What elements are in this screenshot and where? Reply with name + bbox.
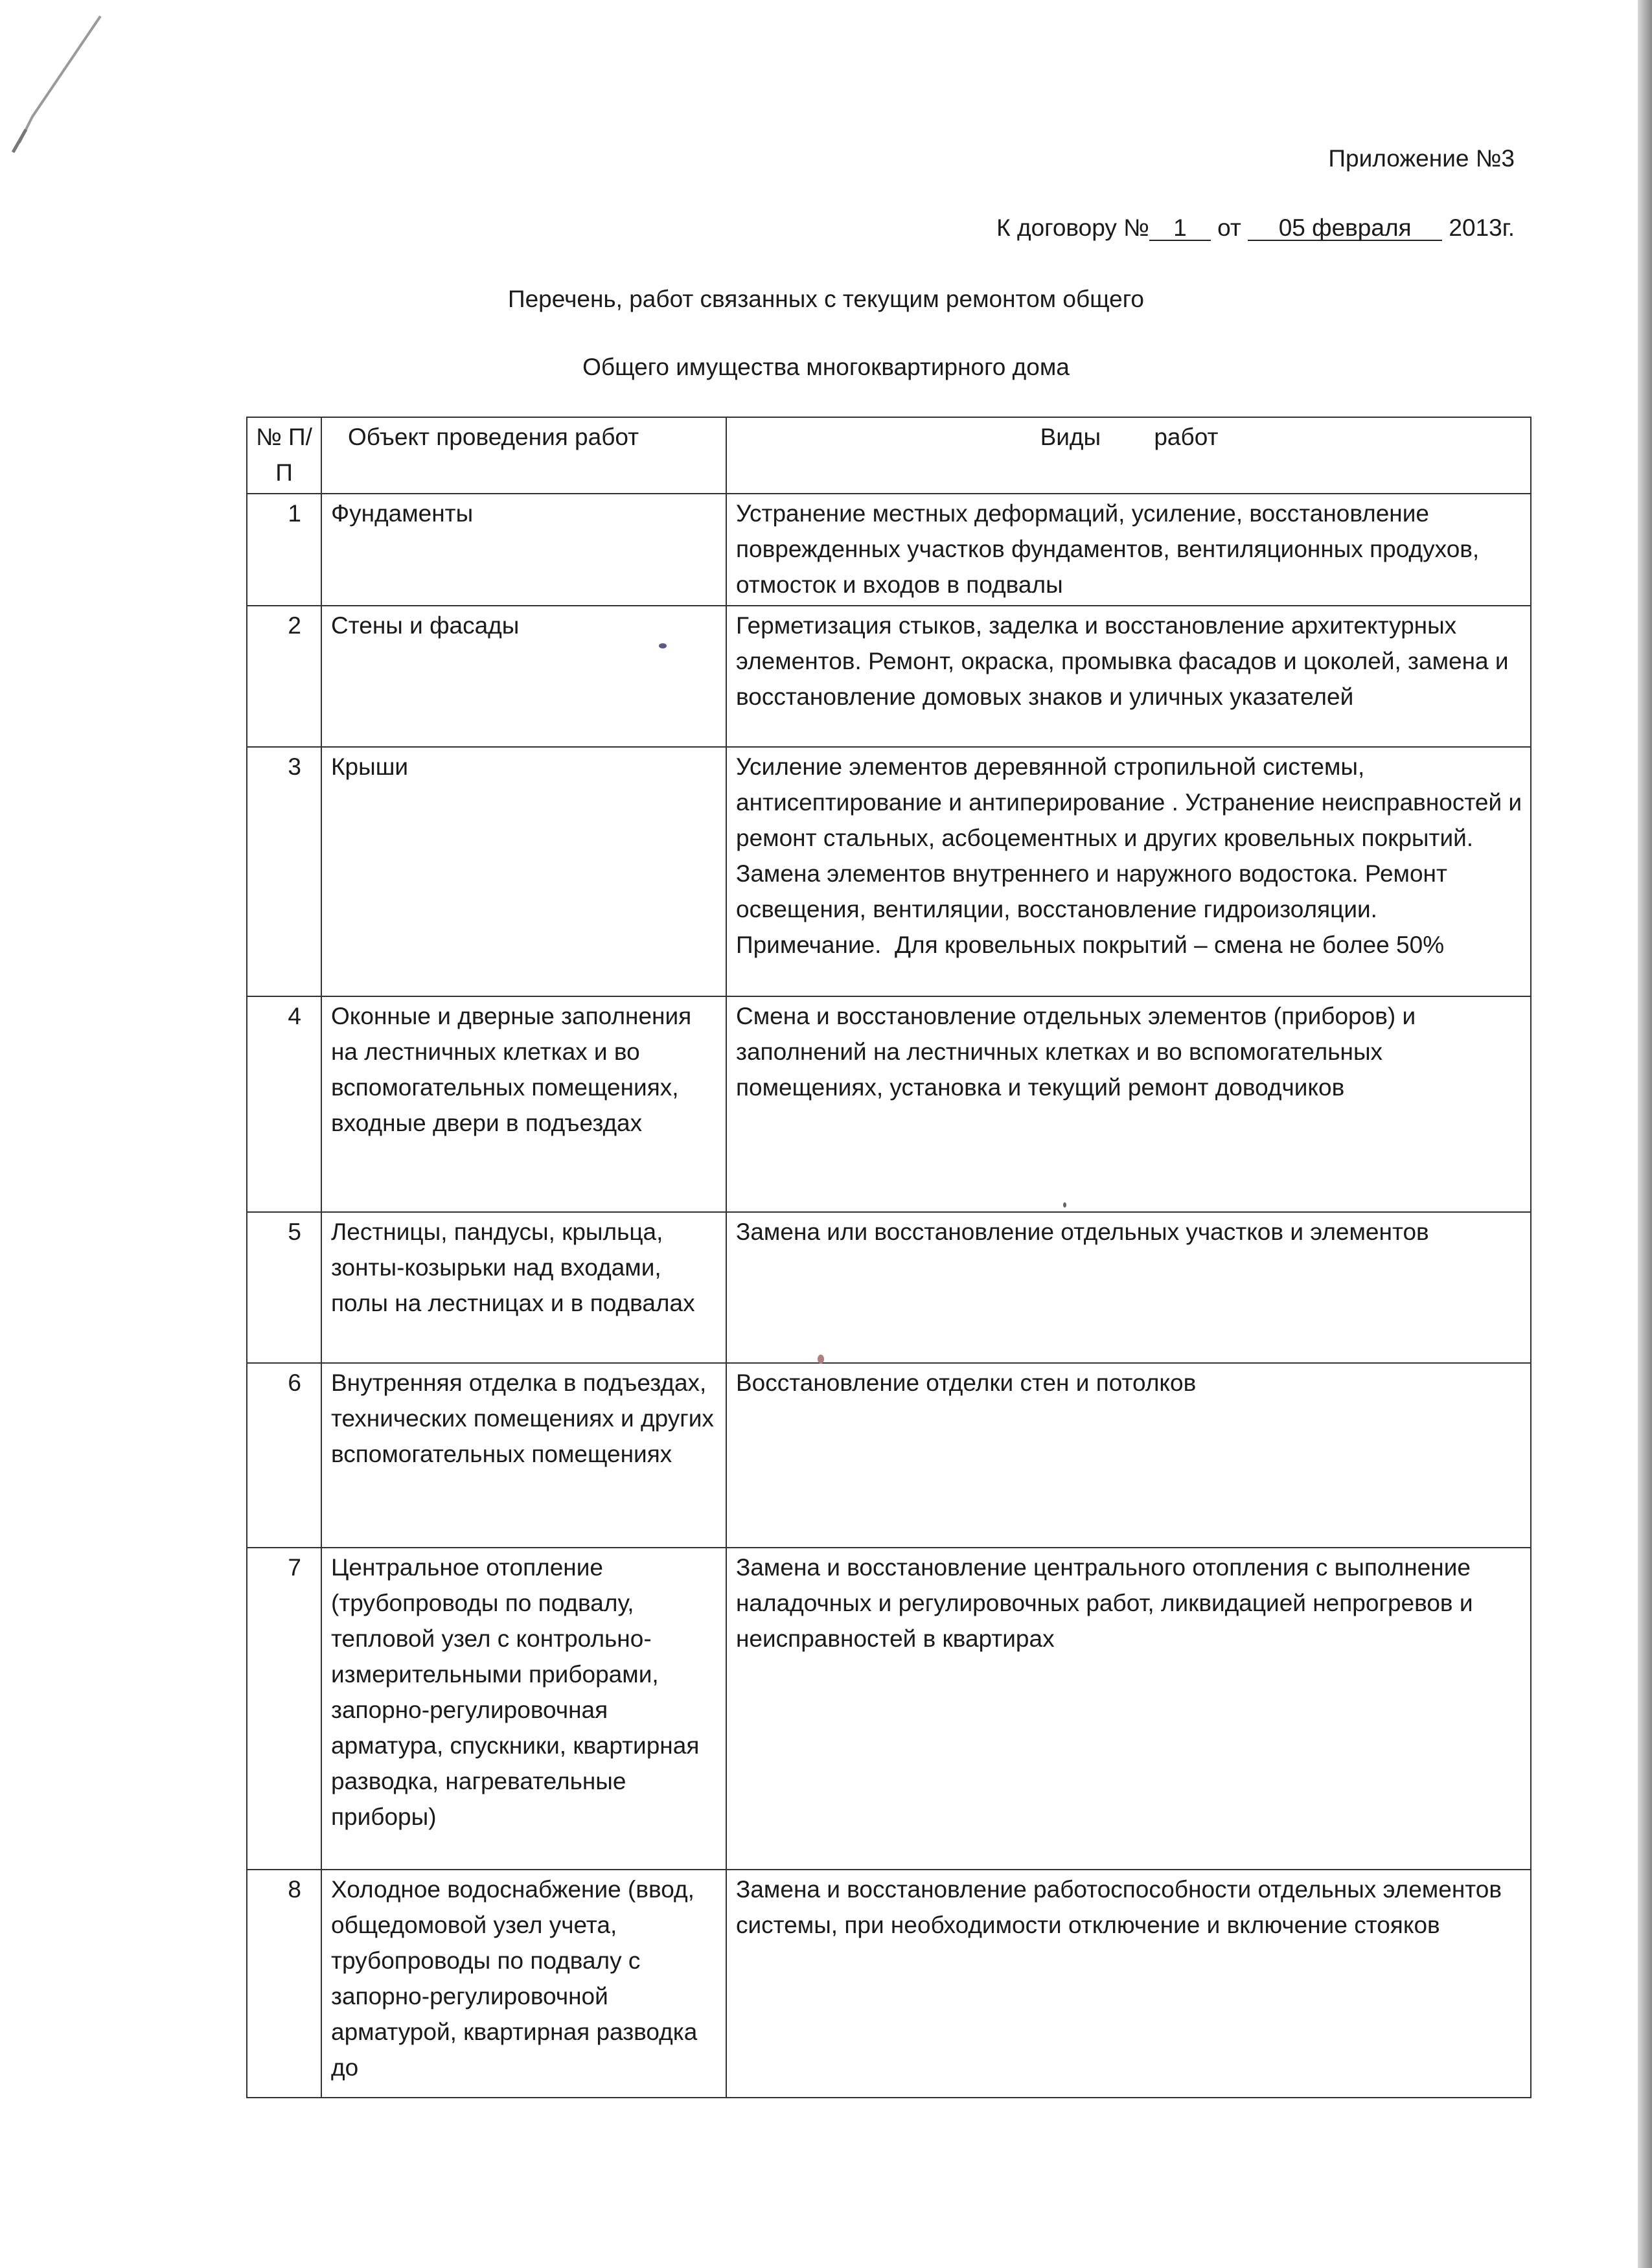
appendix-label: Приложение №3 — [1328, 145, 1515, 172]
row-object: Крыши — [321, 747, 726, 996]
row-object: Холодное водоснабжение (ввод, общедомовой узел учета, трубопроводы по подвалу с запорно-регулировочной арматурой, квартирная разводка до — [321, 1870, 726, 2098]
table-row — [247, 1870, 1531, 2098]
row-number: 7 — [247, 1548, 321, 1870]
row-number: 5 — [247, 1212, 321, 1363]
row-object: Центральное отопление (трубопроводы по подвалу, тепловой узел с контрольно-измерительными приборами, запорно-регулировочная арматура, спускники, квартирная разводка, нагревательные приборы) — [321, 1548, 726, 1870]
contract-reference — [996, 214, 1515, 242]
row-object: Стены и фасады — [321, 606, 726, 747]
row-number: 2 — [247, 606, 321, 747]
table-header-row — [247, 417, 1531, 494]
row-object: Внутренняя отделка в подъездах, технических помещениях и других вспомогательных помещениях — [321, 1363, 726, 1548]
table-row — [247, 1548, 1531, 1870]
header-number: № П/П — [247, 417, 321, 494]
row-works: Замена и восстановление центрального отопления с выполнение наладочных и регулировочных работ, ликвидацией непрогревов и неисправностей в квартирах — [726, 1548, 1531, 1870]
row-works: Восстановление отделки стен и потолков — [726, 1363, 1531, 1548]
contract-prefix: К договору № — [996, 214, 1149, 241]
row-number: 6 — [247, 1363, 321, 1548]
row-object: Оконные и дверные заполнения на лестничных клетках и во вспомогательных помещениях, входные двери в подъездах — [321, 996, 726, 1212]
contract-year: 2013г. — [1449, 214, 1515, 241]
table-row — [247, 747, 1531, 996]
document-title-line2: Общего имущества многоквартирного дома — [582, 354, 1070, 380]
row-number: 1 — [247, 494, 321, 606]
table-row — [247, 606, 1531, 747]
row-works: Замена или восстановление отдельных участков и элементов — [726, 1212, 1531, 1363]
contract-number: 1 — [1149, 216, 1211, 241]
row-object: Фундаменты — [321, 494, 726, 606]
table-row — [247, 1363, 1531, 1548]
header-object: Объект проведения работ — [321, 417, 726, 494]
scan-speck — [659, 643, 667, 648]
header-works: Виды работ — [726, 417, 1531, 494]
works-table — [246, 417, 1544, 2098]
scan-speck — [818, 1355, 824, 1364]
row-works: Герметизация стыков, заделка и восстановление архитектурных элементов. Ремонт, окраска, промывка фасадов и цоколей, замена и восстановление домовых знаков и уличных указателей — [726, 606, 1531, 747]
document-title-line1: Перечень, работ связанных с текущим ремонтом общего — [508, 286, 1144, 312]
scan-speck — [1063, 1202, 1066, 1208]
row-works: Усиление элементов деревянной стропильной системы, антисептирование и антиперирование . Устранение неисправностей и ремонт стальных, асбоцементных и других кровельных покрытий. Замена элементов внутреннего и наружного водостока. Ремонт освещения, вентиляции, восстановление гидроизоляции. Примечание. Для кровельных покрытий – смена не более 50% — [726, 747, 1531, 996]
row-number: 8 — [247, 1870, 321, 2098]
row-works: Смена и восстановление отдельных элементов (приборов) и заполнений на лестничных клетках и во вспомогательных помещениях, установка и текущий ремонт доводчиков — [726, 996, 1531, 1212]
scan-edge-shadow — [1638, 0, 1652, 2268]
row-works: Устранение местных деформаций, усиление, восстановление поврежденных участков фундаментов, вентиляционных продухов, отмосток и входов в подвалы — [726, 494, 1531, 606]
table-row — [247, 1212, 1531, 1363]
row-number: 3 — [247, 747, 321, 996]
table-row — [247, 996, 1531, 1212]
scan-corner-mark — [6, 13, 104, 155]
row-object: Лестницы, пандусы, крыльца, зонты-козырьки над входами, полы на лестницах и в подвалах — [321, 1212, 726, 1363]
contract-date: 05 февраля — [1248, 216, 1442, 241]
row-number: 4 — [247, 996, 321, 1212]
table-row — [247, 494, 1531, 606]
row-works: Замена и восстановление работоспособности отдельных элементов системы, при необходимости отключение и включение стояков — [726, 1870, 1531, 2098]
contract-from: от — [1217, 214, 1241, 241]
